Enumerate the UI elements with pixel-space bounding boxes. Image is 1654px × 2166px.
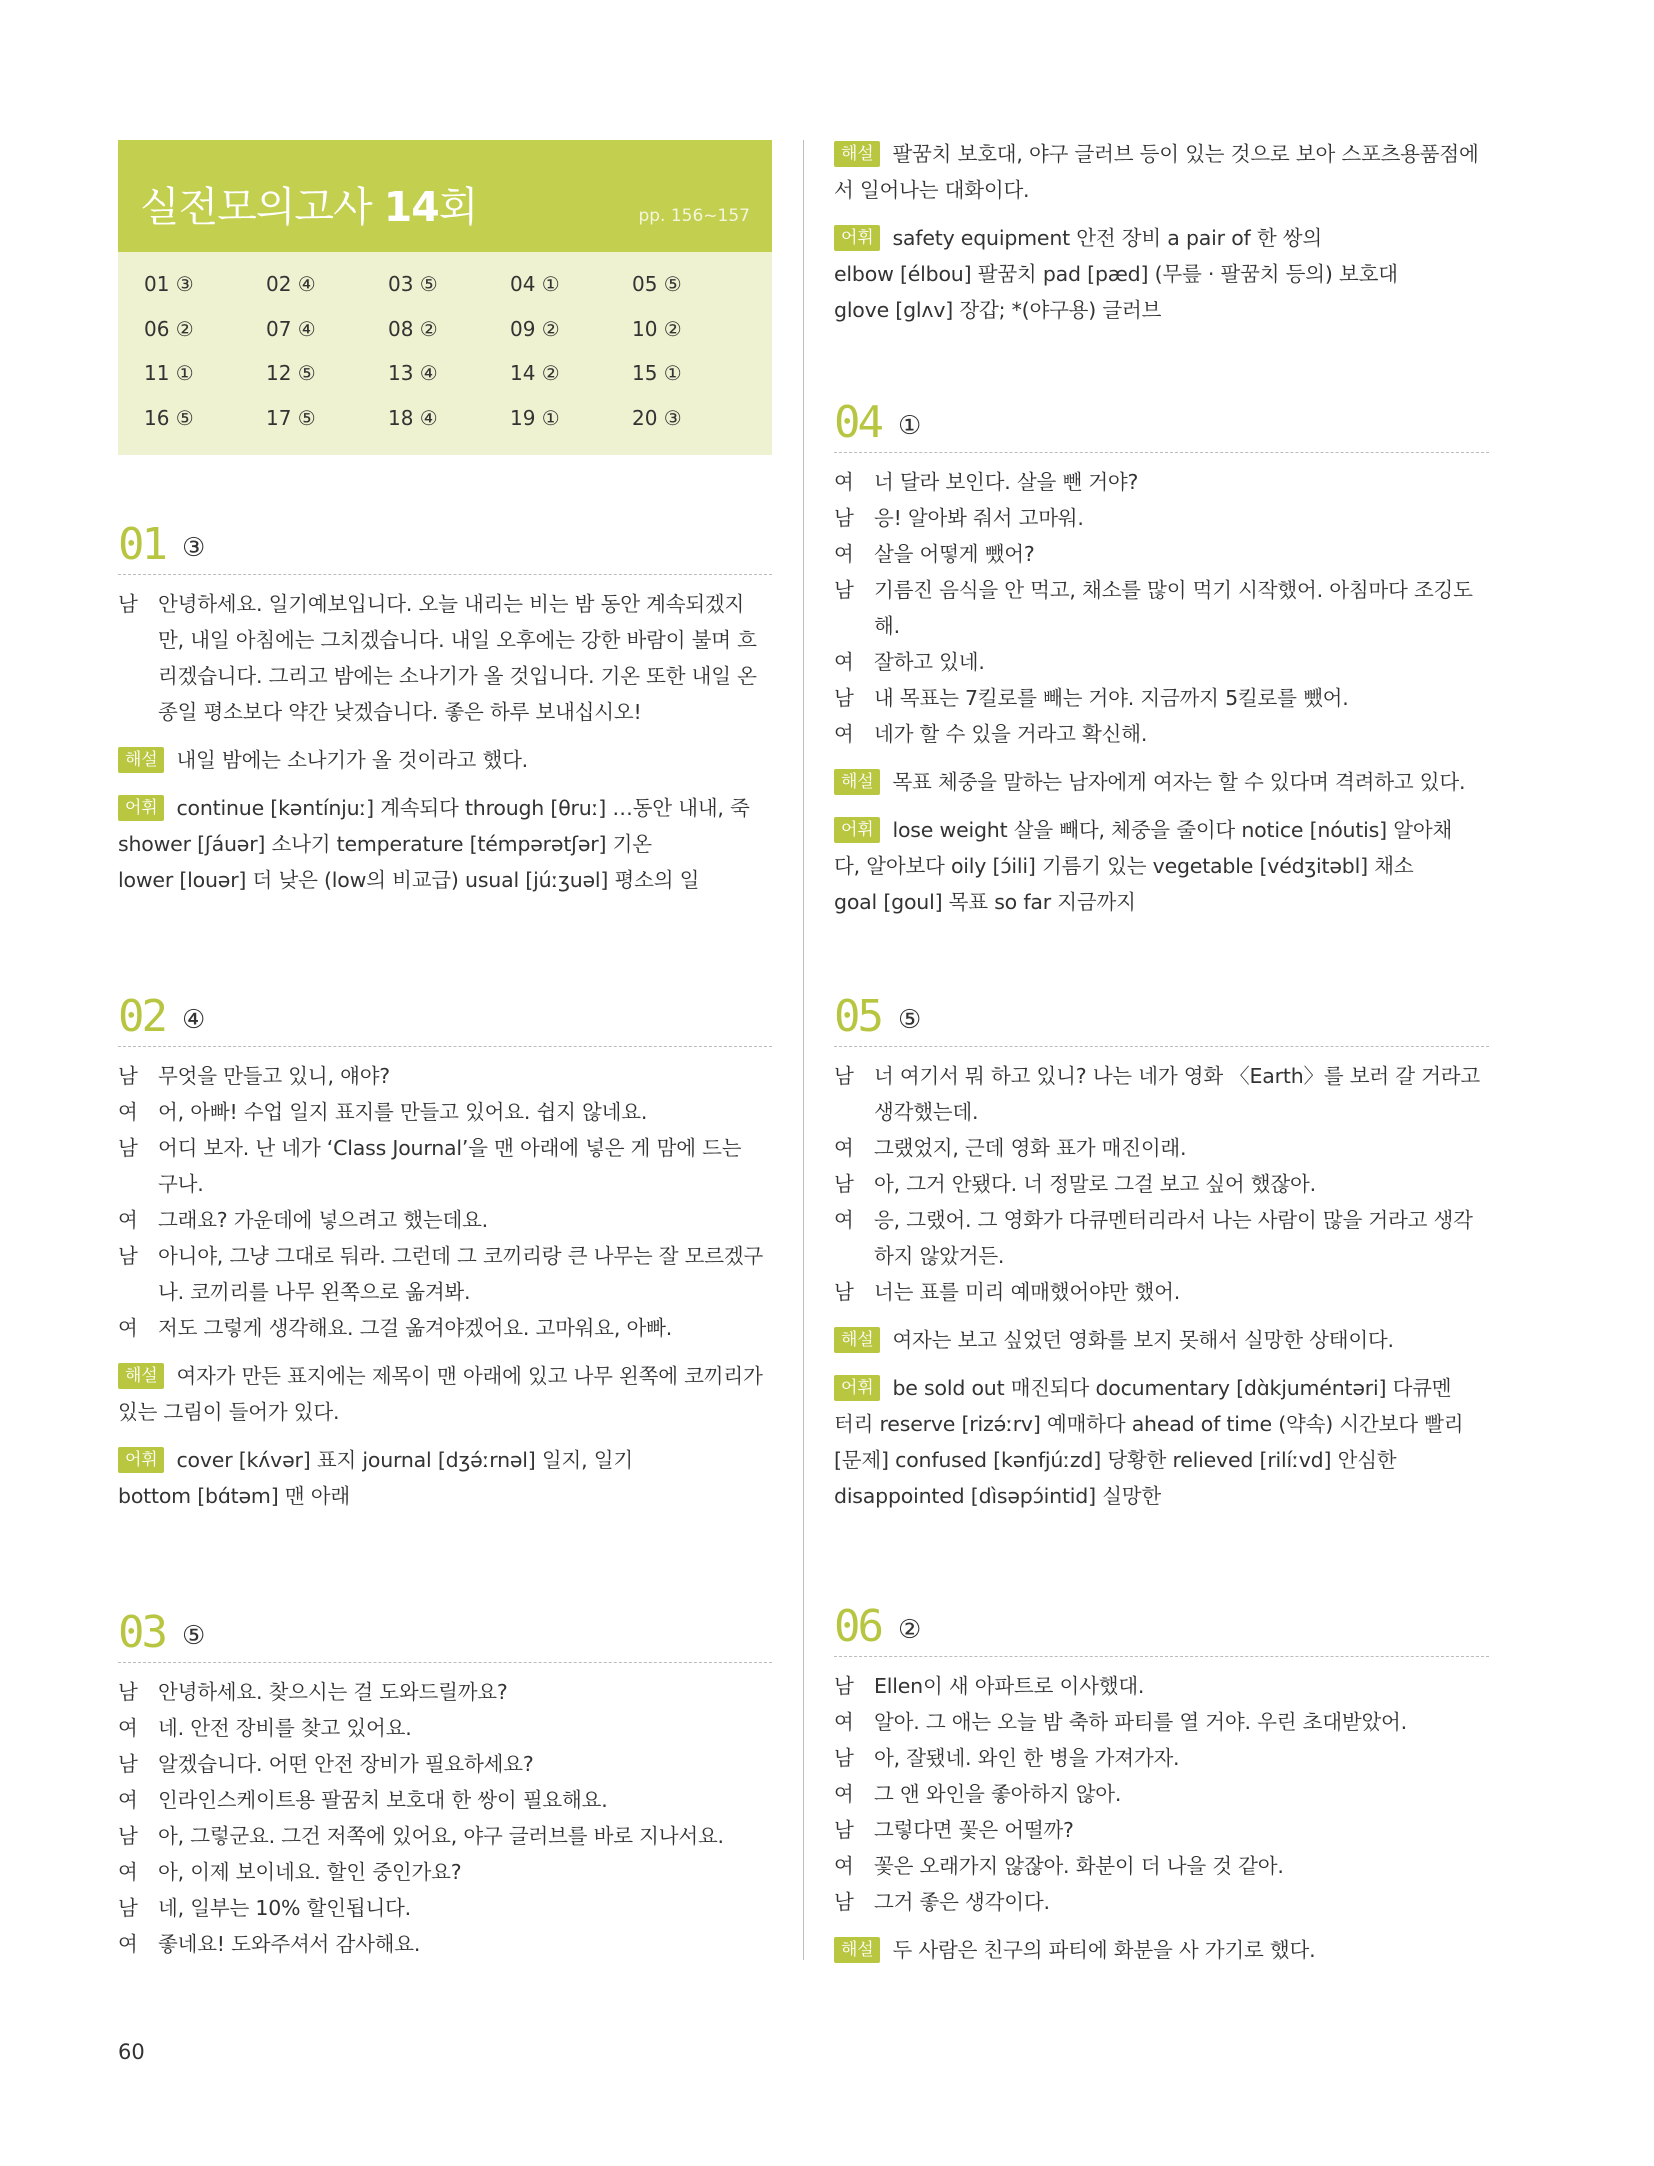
answer-cell: 14 ②	[510, 361, 560, 385]
dialogue-line: 종일 평소보다 약간 낮겠습니다. 좋은 하루 보내십시오!	[158, 700, 642, 724]
dialogue-line: 여 너 달라 보인다. 살을 뺀 거야?	[834, 464, 1489, 500]
speaker: 남	[118, 592, 138, 616]
speaker: 여	[834, 722, 854, 746]
dialogue-line: 만, 내일 아침에는 그치겠습니다. 내일 오후에는 강한 바람이 불며 흐	[158, 628, 757, 652]
answer-cell: 01 ③	[144, 272, 194, 296]
answer-cell: 16 ⑤	[144, 405, 194, 430]
dialogue-line: 여 좋네요! 도와주셔서 감사해요.	[118, 1926, 772, 1962]
speaker: 여	[118, 1208, 138, 1232]
speaker: 여	[118, 1788, 138, 1812]
dialogue-line: 여 네가 할 수 있을 거라고 확신해.	[834, 716, 1489, 752]
dialogue-line: 여 그래요? 가운데에 넣으려고 했는데요.	[118, 1202, 772, 1238]
answer-cell: 02 ④	[266, 272, 316, 296]
explanation-tag: 해설	[834, 141, 880, 167]
answer-cell: 11 ①	[144, 361, 194, 385]
vocab-tag: 어휘	[834, 817, 880, 843]
question-header	[118, 990, 772, 1047]
question-header	[834, 1600, 1489, 1657]
dialogue-line: 해.	[874, 614, 900, 638]
dialogue-line: 남 기름진 음식을 안 먹고, 채소를 많이 먹기 시작했어. 아침마다 조깅도	[834, 572, 1489, 608]
speaker: 남	[834, 1890, 854, 1914]
question-number: 06	[834, 1601, 881, 1652]
question-answer: ②	[898, 1615, 922, 1645]
dialogue-line: 여 아, 이제 보이네요. 할인 중인가요?	[118, 1854, 772, 1890]
dialogue-line: 남 안녕하세요. 일기예보입니다. 오늘 내리는 비는 밤 동안 계속되겠지	[118, 586, 772, 622]
dialogue-line: 남 그거 좋은 생각이다.	[834, 1884, 1489, 1920]
dialogue-line: 남 아, 그렇군요. 그건 저쪽에 있어요, 야구 글러브를 바로 지나서요.	[118, 1818, 772, 1854]
answer-cell: 17 ⑤	[266, 405, 316, 430]
speaker: 여	[834, 542, 854, 566]
answer-cell: 04 ①	[510, 272, 560, 296]
answer-cell: 15 ①	[632, 361, 682, 385]
question-06	[834, 1600, 1489, 1968]
answer-cell: 20 ③	[632, 405, 682, 430]
speaker: 남	[118, 1064, 138, 1088]
speaker: 여	[834, 1710, 854, 1734]
right-column	[834, 0, 1489, 2166]
question-header	[834, 990, 1489, 1047]
speaker: 남	[834, 686, 854, 710]
question-header	[118, 518, 772, 575]
question-05	[834, 990, 1489, 1514]
dialogue-line: 여 응, 그랬어. 그 영화가 다큐멘터리라서 나는 사람이 많을 거라고 생각	[834, 1202, 1489, 1238]
vocabulary: 어휘 lose weight 살을 빼다, 체중을 줄이다 notice [nóutis] 알아채 다, 알아보다 oily [ɔ́ili] 기름기 있는 vegetable [védʒitəbl] 채소 goal [goul] 목표 so far 지금까지	[834, 818, 1453, 914]
question-03-notes	[834, 136, 1489, 328]
dialogue-line: 여 살을 어떻게 뺐어?	[834, 536, 1489, 572]
speaker: 여	[834, 1782, 854, 1806]
answer-cell: 12 ⑤	[266, 361, 316, 385]
dialogue-line: 여 저도 그렇게 생각해요. 그걸 옮겨야겠어요. 고마워요, 아빠.	[118, 1310, 772, 1346]
vocabulary: 어휘 continue [kəntínjuː] 계속되다 through [θruː] …동안 내내, 죽 shower [ʃáuər] 소나기 temperature [témpərətʃər] 기온 lower [louər] 더 낮은 (low의 비교급) usual [júːʒuəl] 평소의 일	[118, 796, 750, 892]
speaker: 남	[834, 1064, 854, 1088]
explanation: 해설 내일 밤에는 소나기가 올 것이라고 했다.	[118, 742, 772, 778]
speaker: 남	[834, 1172, 854, 1196]
column-divider	[803, 140, 804, 1960]
vocab-tag: 어휘	[834, 225, 880, 251]
dialogue-line: 남 네, 일부는 10% 할인됩니다.	[118, 1890, 772, 1926]
question-number: 02	[118, 991, 165, 1042]
explanation: 해설 목표 체중을 말하는 남자에게 여자는 할 수 있다며 격려하고 있다.	[834, 764, 1489, 800]
dialogue-line: 남 너는 표를 미리 예매했어야만 했어.	[834, 1274, 1489, 1310]
answer-cell: 06 ②	[144, 316, 194, 341]
question-answer: ⑤	[898, 1005, 922, 1035]
dialogue-line: 남 Ellen이 새 아파트로 이사했대.	[834, 1668, 1489, 1704]
answer-cell: 03 ⑤	[388, 272, 438, 296]
dialogue-line: 여 인라인스케이트용 팔꿈치 보호대 한 쌍이 필요해요.	[118, 1782, 772, 1818]
dialogue-line: 여 어, 아빠! 수업 일지 표지를 만들고 있어요. 쉽지 않네요.	[118, 1094, 772, 1130]
page-number: 60	[118, 2040, 145, 2064]
dialogue-line: 남 아니야, 그냥 그대로 둬라. 그런데 그 코끼리랑 큰 나무는 잘 모르겠구	[118, 1238, 772, 1274]
explanation-tag: 해설	[834, 769, 880, 795]
answer-cell: 19 ①	[510, 405, 560, 430]
vocabulary: 어휘 cover [kʌ́vər] 표지 journal [dʒə́ːrnəl] 일지, 일기 bottom [bɑ́təm] 맨 아래	[118, 1448, 633, 1508]
explanation-tag: 해설	[118, 747, 164, 773]
dialogue-line: 여 알아. 그 애는 오늘 밤 축하 파티를 열 거야. 우린 초대받았어.	[834, 1704, 1489, 1740]
question-number: 01	[118, 519, 165, 570]
speaker: 남	[834, 1674, 854, 1698]
question-04	[834, 396, 1489, 920]
question-03	[118, 1606, 772, 1962]
explanation: 해설 여자가 만든 표지에는 제목이 맨 아래에 있고 나무 왼쪽에 코끼리가 있는 그림이 들어가 있다.	[118, 1364, 763, 1424]
answer-key-box	[118, 140, 772, 455]
answer-cell: 05 ⑤	[632, 272, 682, 296]
dialogue-line: 생각했는데.	[874, 1100, 979, 1124]
question-answer: ①	[898, 411, 922, 441]
speaker: 남	[118, 1136, 138, 1160]
answer-row	[144, 361, 754, 406]
explanation-tag: 해설	[834, 1327, 880, 1353]
speaker: 남	[834, 1818, 854, 1842]
dialogue-line: 여 꽃은 오래가지 않잖아. 화분이 더 나을 것 같아.	[834, 1848, 1489, 1884]
speaker: 여	[834, 470, 854, 494]
vocabulary: 어휘 be sold out 매진되다 documentary [dɑ̀kjuméntəri] 다큐멘 터리 reserve [rizə́ːrv] 예매하다 ahead of time (약속) 시간보다 빨리 [문제] confused [kənfjúːzd] 당황한 relieved [rilíːvd] 안심한 disappointed [dìsəpɔ́intid] 실망한	[834, 1376, 1464, 1508]
answer-cell: 09 ②	[510, 316, 560, 341]
explanation: 해설 팔꿈치 보호대, 야구 글러브 등이 있는 것으로 보아 스포츠용품점에 서 일어나는 대화이다.	[834, 142, 1479, 202]
question-number: 03	[118, 1607, 165, 1658]
speaker: 여	[118, 1932, 138, 1956]
dialogue-line: 나. 코끼리를 나무 왼쪽으로 옮겨봐.	[158, 1280, 471, 1304]
dialogue-line: 남 안녕하세요. 찾으시는 걸 도와드릴까요?	[118, 1674, 772, 1710]
vocab-tag: 어휘	[118, 795, 164, 821]
question-02	[118, 990, 772, 1514]
answer-cell: 07 ④	[266, 316, 316, 341]
dialogue-line: 여 그 앤 와인을 좋아하지 않아.	[834, 1776, 1489, 1812]
answer-cell: 08 ②	[388, 316, 438, 341]
speaker: 남	[834, 578, 854, 602]
speaker: 여	[118, 1100, 138, 1124]
dialogue-line: 남 응! 알아봐 줘서 고마워.	[834, 500, 1489, 536]
dialogue-line: 리겠습니다. 그리고 밤에는 소나기가 올 것입니다. 기온 또한 내일 온	[158, 664, 757, 688]
dialogue-line: 남 아, 그거 안됐다. 너 정말로 그걸 보고 싶어 했잖아.	[834, 1166, 1489, 1202]
test-number: 14	[383, 183, 439, 231]
speaker: 남	[118, 1244, 138, 1268]
explanation: 해설 두 사람은 친구의 파티에 화분을 사 가기로 했다.	[834, 1932, 1489, 1968]
question-number: 04	[834, 397, 881, 448]
speaker: 남	[834, 1280, 854, 1304]
answer-key-header	[118, 140, 772, 252]
dialogue-line: 남 내 목표는 7킬로를 빼는 거야. 지금까지 5킬로를 뺐어.	[834, 680, 1489, 716]
speaker: 여	[118, 1860, 138, 1884]
speaker: 여	[118, 1716, 138, 1740]
question-number: 05	[834, 991, 881, 1042]
dialogue-line: 구나.	[158, 1172, 204, 1196]
explanation-tag: 해설	[834, 1937, 880, 1963]
speaker: 여	[118, 1316, 138, 1340]
dialogue-line: 남 아, 잘됐네. 와인 한 병을 가져가자.	[834, 1740, 1489, 1776]
dialogue-line: 하지 않았거든.	[874, 1244, 1005, 1268]
answer-row	[144, 272, 754, 317]
explanation: 해설 여자는 보고 싶었던 영화를 보지 못해서 실망한 상태이다.	[834, 1322, 1489, 1358]
dialogue-line: 여 네. 안전 장비를 찾고 있어요.	[118, 1710, 772, 1746]
speaker: 남	[834, 1746, 854, 1770]
speaker: 여	[834, 1854, 854, 1878]
dialogue-line: 남 무엇을 만들고 있니, 얘야?	[118, 1058, 772, 1094]
question-answer: ⑤	[182, 1621, 206, 1651]
speaker: 남	[118, 1824, 138, 1848]
answer-row	[144, 406, 754, 451]
page-range: pp. 156~157	[638, 206, 750, 226]
answer-cell: 13 ④	[388, 361, 438, 385]
question-header	[834, 396, 1489, 453]
left-column	[118, 0, 772, 2166]
speaker: 여	[834, 650, 854, 674]
speaker: 남	[118, 1896, 138, 1920]
dialogue-line: 여 잘하고 있네.	[834, 644, 1489, 680]
speaker: 남	[834, 506, 854, 530]
speaker: 여	[834, 1208, 854, 1232]
vocab-tag: 어휘	[834, 1375, 880, 1401]
answer-cell: 18 ④	[388, 405, 438, 430]
question-01	[118, 518, 772, 898]
answer-grid	[144, 272, 754, 450]
vocabulary: 어휘 safety equipment 안전 장비 a pair of 한 쌍의 elbow [élbou] 팔꿈치 pad [pæd] (무릎 · 팔꿈치 등의) 보호대 glove [glʌv] 장갑; *(야구용) 글러브	[834, 226, 1398, 322]
dialogue-line: 남 그렇다면 꽃은 어떨까?	[834, 1812, 1489, 1848]
question-header	[118, 1606, 772, 1663]
speaker: 남	[118, 1752, 138, 1776]
dialogue-line: 남 알겠습니다. 어떤 안전 장비가 필요하세요?	[118, 1746, 772, 1782]
question-answer: ④	[182, 1005, 206, 1035]
answer-cell: 10 ②	[632, 316, 682, 341]
question-answer: ③	[182, 533, 206, 563]
speaker: 남	[118, 1680, 138, 1704]
dialogue-line: 남 어디 보자. 난 네가 ‘Class Journal’을 맨 아래에 넣은 게 맘에 드는	[118, 1130, 772, 1166]
test-title: 실전모의고사 14회	[140, 183, 478, 231]
speaker: 여	[834, 1136, 854, 1160]
explanation-tag: 해설	[118, 1363, 164, 1389]
dialogue-line: 여 그랬었지, 근데 영화 표가 매진이래.	[834, 1130, 1489, 1166]
answer-row	[144, 317, 754, 362]
dialogue-line: 남 너 여기서 뭐 하고 있니? 나는 네가 영화 〈Earth〉를 보러 갈 거라고	[834, 1058, 1489, 1094]
vocab-tag: 어휘	[118, 1447, 164, 1473]
